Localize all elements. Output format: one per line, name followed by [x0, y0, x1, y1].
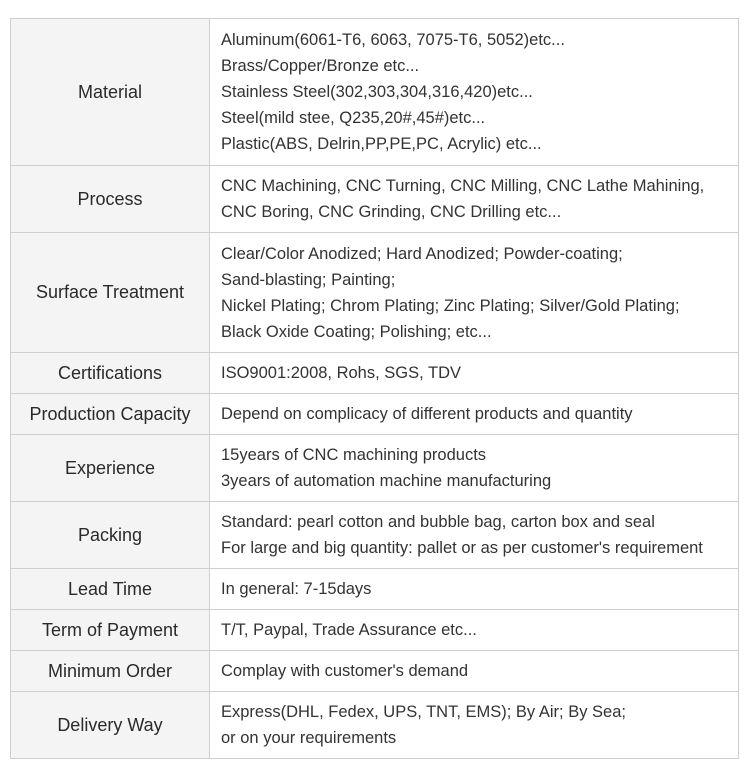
row-label-certifications: Certifications [11, 353, 210, 394]
row-value-delivery-way [210, 692, 739, 759]
row-label-minimum-order: Minimum Order [11, 651, 210, 692]
table-row [11, 19, 739, 166]
value-line: T/T, Paypal, Trade Assurance etc... [221, 621, 477, 639]
row-value-minimum-order [210, 651, 739, 692]
value-line: CNC Boring, CNC Grinding, CNC Drilling etc... [221, 203, 562, 221]
row-label-experience: Experience [11, 435, 210, 502]
spec-table [10, 18, 739, 759]
row-label-delivery-way: Delivery Way [11, 692, 210, 759]
table-row [11, 353, 739, 394]
table-row [11, 610, 739, 651]
value-line: For large and big quantity: pallet or as per customer's requirement [221, 539, 703, 557]
value-line: Brass/Copper/Bronze etc... [221, 57, 420, 75]
value-line: Clear/Color Anodized; Hard Anodized; Powder-coating; [221, 244, 623, 263]
row-value-experience [210, 435, 739, 502]
row-value-lead-time [210, 569, 739, 610]
row-label-material: Material [11, 19, 210, 166]
row-label-term-of-payment: Term of Payment [11, 610, 210, 651]
table-row [11, 435, 739, 502]
row-label-production-capacity: Production Capacity [11, 394, 210, 435]
value-line: In general: 7-15days [221, 580, 372, 598]
value-line: CNC Machining, CNC Turning, CNC Milling, CNC Lathe Mahining, [221, 177, 705, 195]
row-value-term-of-payment [210, 610, 739, 651]
value-line: Sand-blasting; Painting; [221, 270, 396, 289]
row-value-certifications [210, 353, 739, 394]
row-value-production-capacity [210, 394, 739, 435]
row-value-packing [210, 502, 739, 569]
value-line: Nickel Plating; Chrom Plating; Zinc Plating; Silver/Gold Plating; [221, 296, 680, 315]
table-row [11, 692, 739, 759]
value-line: 3years of automation machine manufacturing [221, 472, 552, 490]
value-line: Aluminum(6061-T6, 6063, 7075-T6, 5052)etc... [221, 31, 565, 49]
row-label-process: Process [11, 166, 210, 233]
row-value-surface-treatment [210, 233, 739, 353]
value-line: Black Oxide Coating; Polishing; etc... [221, 322, 492, 341]
row-label-surface-treatment: Surface Treatment [11, 233, 210, 353]
value-line: Plastic(ABS, Delrin,PP,PE,PC, Acrylic) etc... [221, 135, 542, 153]
table-row [11, 502, 739, 569]
row-label-packing: Packing [11, 502, 210, 569]
table-row [11, 569, 739, 610]
table-row [11, 233, 739, 353]
table-row [11, 166, 739, 233]
value-line: Express(DHL, Fedex, UPS, TNT, EMS); By Air; By Sea; [221, 703, 626, 721]
table-row [11, 651, 739, 692]
value-line: Depend on complicacy of different products and quantity [221, 405, 633, 423]
value-line: ISO9001:2008, Rohs, SGS, TDV [221, 364, 461, 382]
row-value-material [210, 19, 739, 166]
value-line: Standard: pearl cotton and bubble bag, carton box and seal [221, 513, 655, 531]
value-line: Stainless Steel(302,303,304,316,420)etc... [221, 83, 533, 101]
row-value-process [210, 166, 739, 233]
value-line: or on your requirements [221, 729, 397, 747]
table-row [11, 394, 739, 435]
row-label-lead-time: Lead Time [11, 569, 210, 610]
value-line: 15years of CNC machining products [221, 446, 487, 464]
value-line: Steel(mild stee, Q235,20#,45#)etc... [221, 109, 486, 127]
value-line: Complay with customer's demand [221, 662, 469, 680]
